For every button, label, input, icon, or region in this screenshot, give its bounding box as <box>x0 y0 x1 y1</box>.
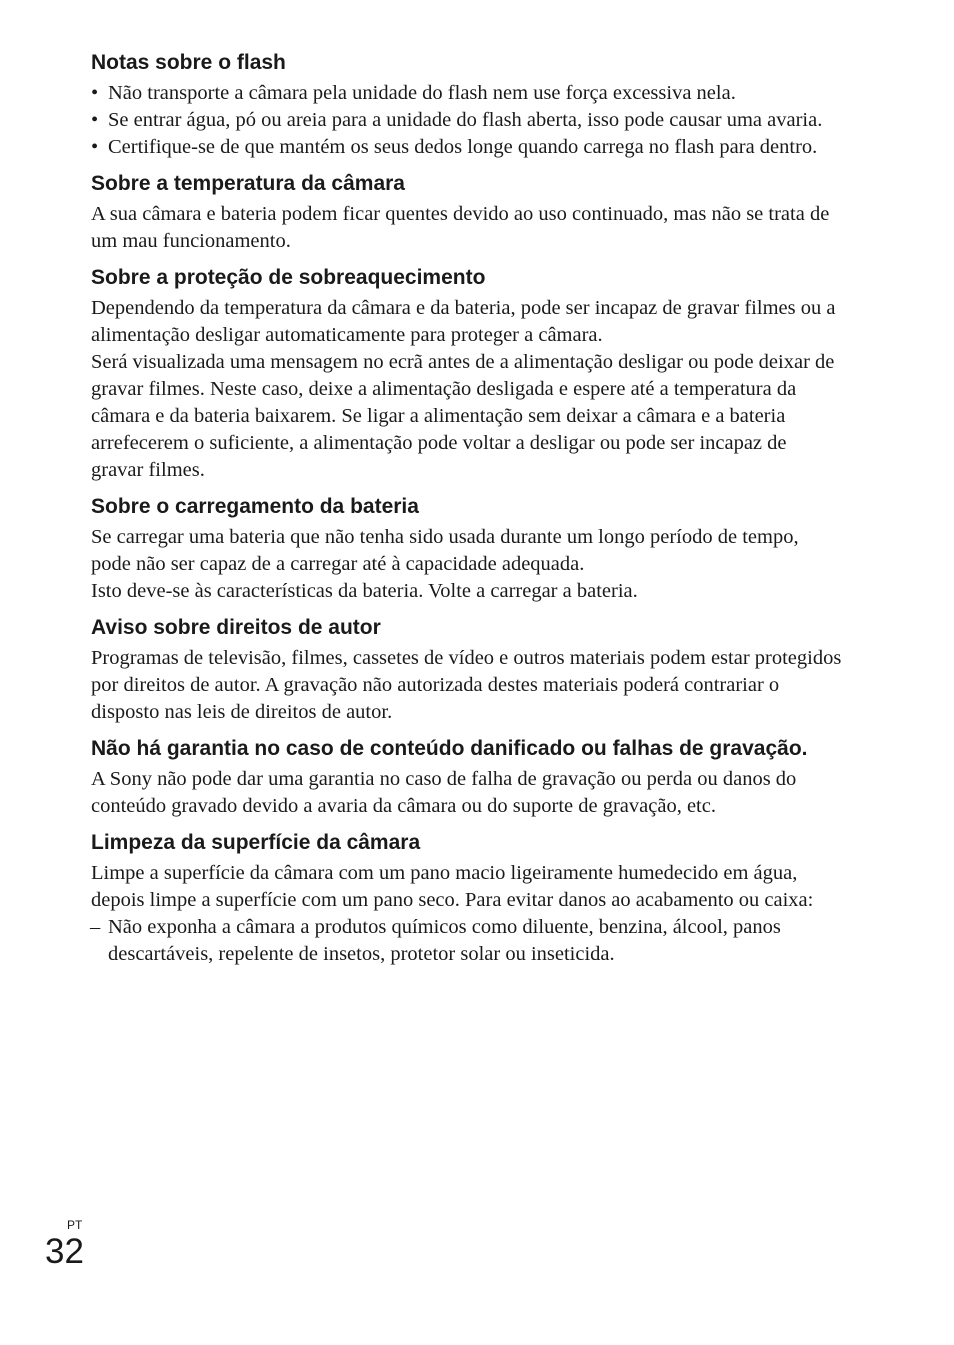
bullet-list <box>91 80 843 161</box>
document-body <box>91 48 843 968</box>
bullet-item: • Se entrar água, pó ou areia para a unidade do flash aberta, isso pode causar uma avaria. <box>91 107 843 134</box>
dash-item: – Não exponha a câmara a produtos químicos como diluente, benzina, álcool, panos descartáveis, repelente de insetos, protetor solar ou inseticida. <box>91 914 843 968</box>
section-heading: Não há garantia no caso de conteúdo danificado ou falhas de gravação. <box>91 737 808 760</box>
dash-list <box>91 914 843 968</box>
paragraph: Se carregar uma bateria que não tenha sido usada durante um longo período de tempo, pode não ser capaz de a carregar até à capacidade adequada. <box>91 526 799 575</box>
section-heading: Sobre o carregamento da bateria <box>91 495 419 518</box>
paragraph: Isto deve-se às características da bateria. Volte a carregar a bateria. <box>91 580 638 602</box>
language-code: PT <box>67 1218 83 1232</box>
section-overheating-protection <box>91 263 843 484</box>
paragraph: Dependendo da temperatura da câmara e da bateria, pode ser incapaz de gravar filmes ou a alimentação desligar automaticamente para proteger a câmara. <box>91 297 836 346</box>
section-surface-cleaning <box>91 828 843 968</box>
section-heading: Aviso sobre direitos de autor <box>91 616 381 639</box>
paragraph: A Sony não pode dar uma garantia no caso de falha de gravação ou perda ou danos do conteúdo gravado devido a avaria da câmara ou do suporte de gravação, etc. <box>91 768 797 817</box>
section-heading: Sobre a temperatura da câmara <box>91 172 405 195</box>
section-no-guarantee <box>91 734 843 820</box>
bullet-item: • Não transporte a câmara pela unidade do flash nem use força excessiva nela. <box>91 80 843 107</box>
paragraph: A sua câmara e bateria podem ficar quentes devido ao uso continuado, mas não se trata de um mau funcionamento. <box>91 203 830 252</box>
section-flash-notes <box>91 48 843 161</box>
bullet-item: • Certifique-se de que mantém os seus dedos longe quando carrega no flash para dentro. <box>91 134 843 161</box>
section-copyright-notice <box>91 613 843 726</box>
paragraph: Será visualizada uma mensagem no ecrã antes de a alimentação desligar ou pode deixar de gravar filmes. Neste caso, deixe a alimentação desligada e espere até a temperatura da câmara e da bateria baixarem. Se ligar a alimentação sem deixar a câmara e a bateria arrefecerem o suficiente, a alimentação pode voltar a desligar ou pode ser incapaz de gravar filmes. <box>91 351 835 481</box>
section-heading: Notas sobre o flash <box>91 51 286 74</box>
paragraph: Limpe a superfície da câmara com um pano macio ligeiramente humedecido em água, depois limpe a superfície com um pano seco. Para evitar danos ao acabamento ou caixa: <box>91 862 814 911</box>
section-heading: Limpeza da superfície da câmara <box>91 831 421 854</box>
page-number: 32 <box>45 1232 84 1271</box>
paragraph: Programas de televisão, filmes, cassetes de vídeo e outros materiais podem estar protegidos por direitos de autor. A gravação não autorizada destes materiais poderá contrariar o disposto nas leis de direitos de autor. <box>91 647 842 723</box>
section-camera-temperature <box>91 169 843 255</box>
section-battery-charging <box>91 492 843 605</box>
section-heading: Sobre a proteção de sobreaquecimento <box>91 266 486 289</box>
